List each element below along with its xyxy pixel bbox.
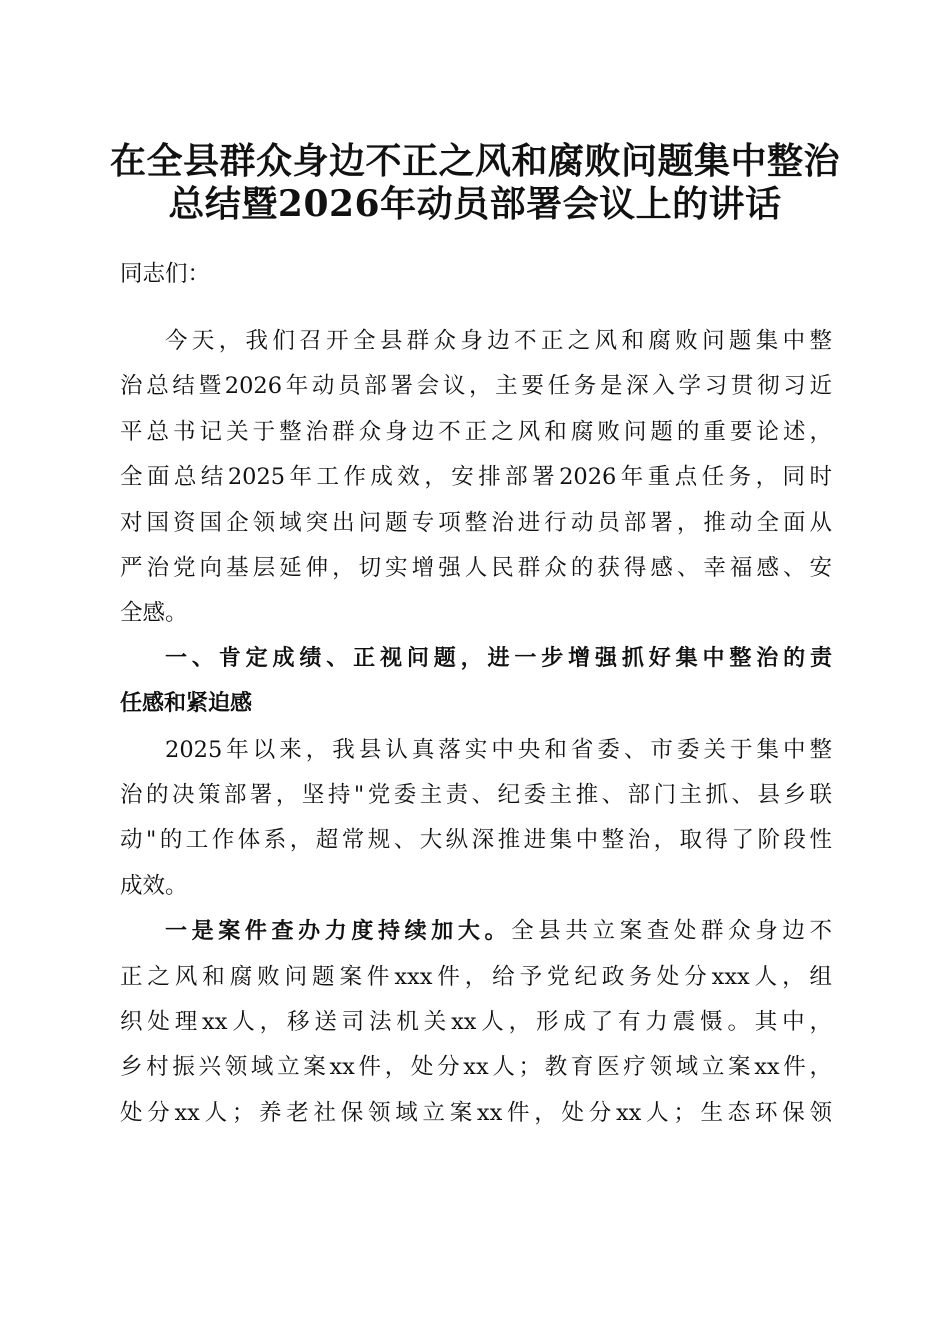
section-heading-line: 一、肯定成绩、正视问题，进一步增强抓好集中整治的责 (165, 646, 832, 671)
section-paragraph-line: 2025年以来，我县认真落实中央和省委、市委关于集中整 (165, 737, 832, 763)
intro-line: 对国资国企领域突出问题专项整治进行动员部署，推动全面从 (120, 510, 832, 536)
intro-line: 严治党向基层延伸，切实增强人民群众的获得感、幸福感、安 (120, 555, 832, 581)
intro-line: 平总书记关于整治群众身边不正之风和腐败问题的重要论述， (120, 419, 832, 445)
section-paragraph-line: 成效。 (120, 873, 188, 899)
section-paragraph-line: 治的决策部署，坚持"党委主责、纪委主推、部门主抓、县乡联 (120, 782, 832, 808)
point-line: 乡村振兴领域立案xx件，处分xx人；教育医疗领域立案xx件， (120, 1054, 832, 1080)
point-lead: 一是案件查办力度持续加大。 (165, 919, 512, 944)
section-heading-line: 任感和紧迫感 (120, 691, 253, 716)
document-title-line-2: 总结暨2026年动员部署会议上的讲话 (168, 183, 782, 225)
point-text: 全县共立案查处群众身边不 (511, 918, 832, 944)
point-line: 织处理xx人，移送司法机关xx人，形成了有力震慑。其中， (120, 1009, 832, 1035)
section-paragraph-line: 动"的工作体系，超常规、大纵深推进集中整治，取得了阶段性 (120, 827, 832, 853)
intro-line: 治总结暨2026年动员部署会议，主要任务是深入学习贯彻习近 (120, 373, 832, 399)
document-title-line-1: 在全县群众身边不正之风和腐败问题集中整治 (109, 140, 840, 182)
salutation: 同志们： (120, 261, 211, 287)
intro-line: 全感。 (120, 600, 188, 626)
point-line: 正之风和腐败问题案件xxx件，给予党纪政务处分xxx人，组 (120, 964, 832, 990)
intro-line: 今天，我们召开全县群众身边不正之风和腐败问题集中整 (165, 328, 832, 354)
point-first-line (165, 915, 832, 948)
point-line: 处分xx人；养老社保领域立案xx件，处分xx人；生态环保领 (120, 1100, 832, 1126)
intro-line: 全面总结2025年工作成效，安排部署2026年重点任务，同时 (120, 464, 832, 490)
